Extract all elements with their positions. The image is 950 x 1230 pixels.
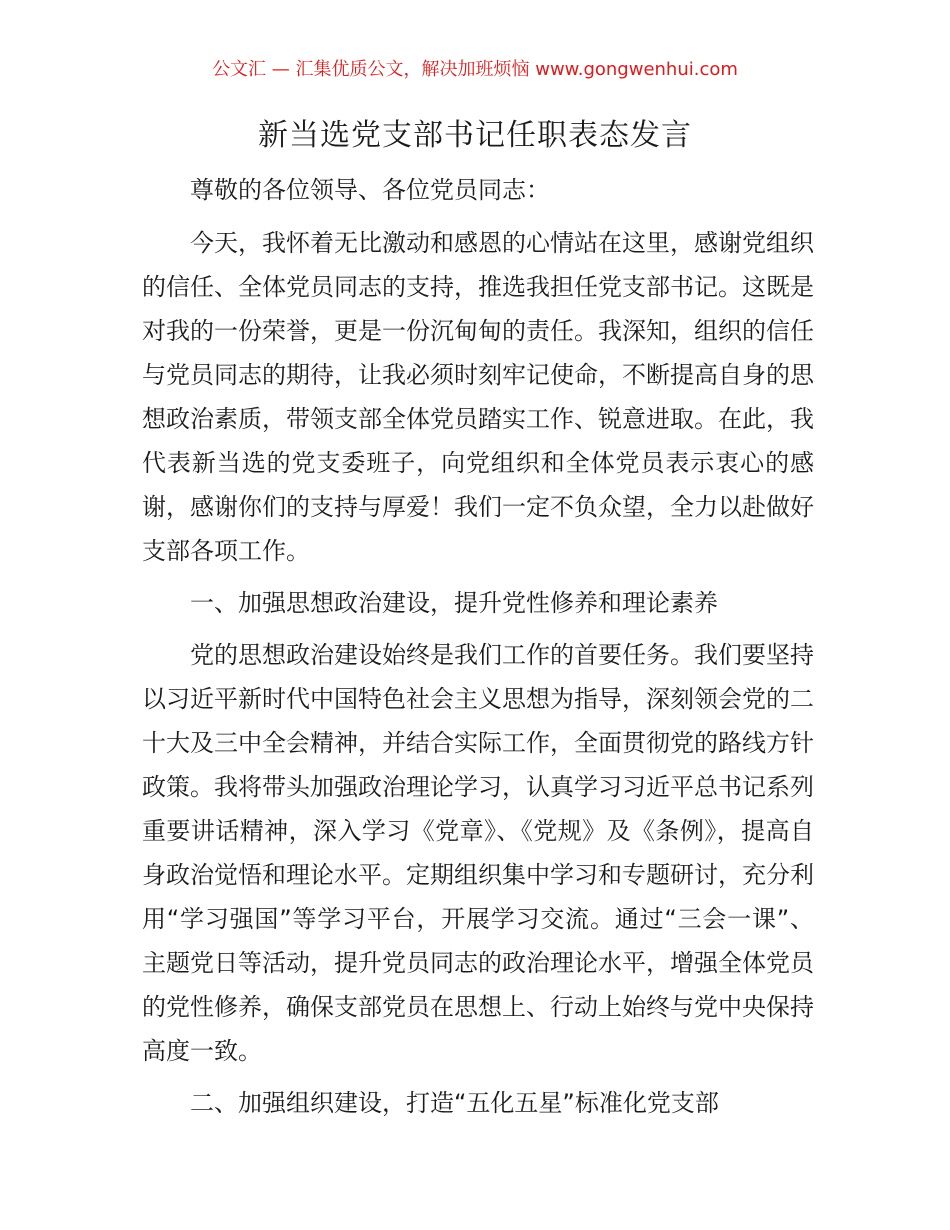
paragraph-opening: 今天，我怀着无比激动和感恩的心情站在这里，感谢党组织的信任、全体党员同志的支持，推选我担任党支部书记。这既是对我的一份荣誉，更是一份沉甸甸的责任。我深知，组织的信任与党员同志的期待，让我必须时刻牢记使命，不断提高自身的思想政治素质，带领支部全体党员踏实工作、锐意进取。在此，我代表新当选的党支委班子，向党组织和全体党员表示衷心的感谢，感谢你们的支持与厚爱！我们一定不负众望，全力以赴做好支部各项工作。: [142, 229, 814, 565]
site-banner: 公文汇 — 汇集优质公文，解决加班烦恼 www.gongwenhui.com: [212, 59, 738, 80]
section-heading-2: 二、加强组织建设，打造“五化五星”标准化党支部: [190, 1089, 719, 1117]
salutation: 尊敬的各位领导、各位党员同志：: [190, 176, 550, 204]
section-heading-1: 一、加强思想政治建设，提升党性修养和理论素养: [190, 589, 718, 617]
document-body: [142, 168, 814, 1133]
paragraph-section-1: 党的思想政治建设始终是我们工作的首要任务。我们要坚持以习近平新时代中国特色社会主义思想为指导，深刻领会党的二十大及三中全会精神，并结合实际工作，全面贯彻党的路线方针政策。我将带头加强政治理论学习，认真学习习近平总书记系列重要讲话精神，深入学习《党章》、《党规》及《条例》，提高自身政治觉悟和理论水平。定期组织集中学习和专题研讨，充分利用“学习强国”等学习平台，开展学习交流。通过“三会一课”、主题党日等活动，提升党员同志的政治理论水平，增强全体党员的党性修养，确保支部党员在思想上、行动上始终与党中央保持高度一致。: [142, 641, 814, 1065]
document-title: 新当选党支部书记任职表态发言: [258, 118, 692, 153]
